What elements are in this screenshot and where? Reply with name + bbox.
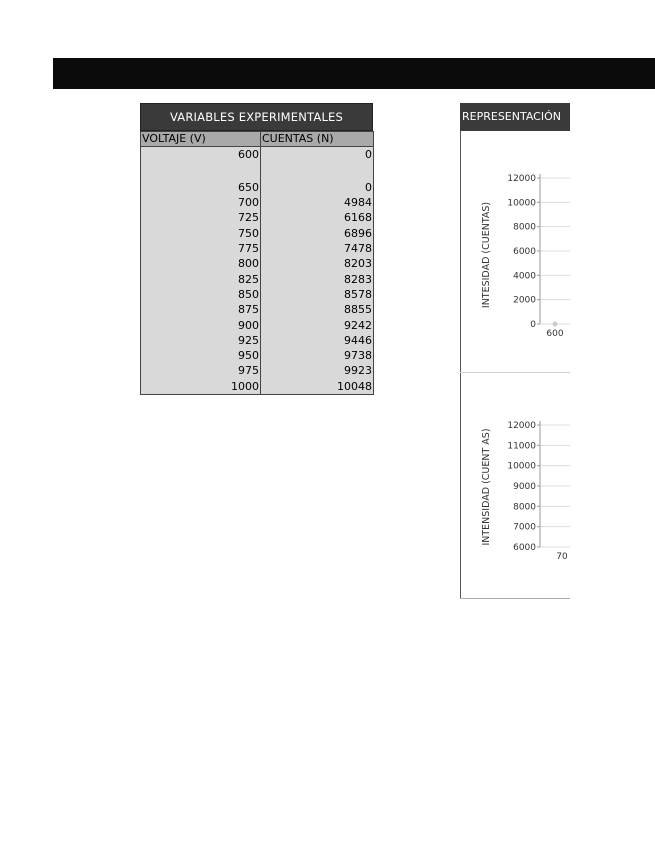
table-row <box>141 333 374 348</box>
voltage-cell: 600 <box>141 147 261 172</box>
top-chart-y-tick-label: 6000 <box>513 247 536 257</box>
top-chart-y-tick-label: 8000 <box>513 222 536 233</box>
counts-cell: 8203 <box>261 256 374 271</box>
counts-cell: 8283 <box>261 271 374 286</box>
top-chart-y-tick-label: 2000 <box>513 295 536 306</box>
top-chart-y-tick-label: 10000 <box>507 198 536 209</box>
top-chart-y-tick-label: 4000 <box>513 271 536 282</box>
counts-cell: 7478 <box>261 241 374 256</box>
bottom-chart-y-tick-label: 8000 <box>513 502 536 513</box>
table-row <box>141 317 374 332</box>
voltage-cell: 700 <box>141 195 261 210</box>
voltage-cell: 975 <box>141 363 261 378</box>
voltage-cell: 850 <box>141 287 261 302</box>
counts-cell: 9242 <box>261 317 374 332</box>
representation-panel <box>460 103 570 599</box>
experimental-variables-table <box>140 103 373 395</box>
counts-cell: 10048 <box>261 379 374 395</box>
table-row <box>141 147 374 172</box>
counts-cell: 9923 <box>261 363 374 378</box>
top-header-bar <box>53 58 655 89</box>
voltage-cell: 875 <box>141 302 261 317</box>
chart-svg <box>460 103 570 599</box>
table-row <box>141 226 374 241</box>
table-row <box>141 379 374 395</box>
counts-cell: 8578 <box>261 287 374 302</box>
top-chart-y-tick-label: 12000 <box>507 174 536 184</box>
table-row <box>141 363 374 378</box>
voltage-cell: 650 <box>141 171 261 195</box>
counts-cell: 9738 <box>261 348 374 363</box>
counts-cell: 0 <box>261 171 374 195</box>
top-chart-y-tick-label: 0 <box>530 320 536 330</box>
bottom-chart-y-tick-label: 9000 <box>513 482 536 492</box>
top-chart-data-point <box>553 322 558 327</box>
bottom-chart-y-tick-label: 12000 <box>507 421 536 431</box>
table-row <box>141 256 374 271</box>
bottom-chart-y-axis-title: INTENSIDAD (CUENT AS) <box>481 428 492 546</box>
counts-cell: 6168 <box>261 210 374 225</box>
table-row <box>141 302 374 317</box>
table-row <box>141 348 374 363</box>
counts-cell: 9446 <box>261 333 374 348</box>
counts-cell: 0 <box>261 147 374 172</box>
top-chart-y-axis-title: INTESIDAD (CUENTAS) <box>481 201 492 309</box>
table-row <box>141 195 374 210</box>
panel-title: REPRESENTACIÓN <box>460 103 570 131</box>
voltage-cell: 900 <box>141 317 261 332</box>
column-header-counts: CUENTAS (N) <box>261 132 374 147</box>
voltage-cell: 800 <box>141 256 261 271</box>
bottom-chart-x-tick-label: 70 <box>556 552 568 562</box>
bottom-chart-y-tick-label: 7000 <box>513 522 536 533</box>
bottom-chart-y-tick-label: 11000 <box>507 441 536 452</box>
column-header-voltage: VOLTAJE (V) <box>141 132 261 147</box>
bottom-chart-y-tick-label: 10000 <box>507 461 536 472</box>
top-chart-x-tick-label: 600 <box>546 329 564 339</box>
counts-cell: 4984 <box>261 195 374 210</box>
table-row <box>141 271 374 286</box>
voltage-cell: 950 <box>141 348 261 363</box>
table-row <box>141 241 374 256</box>
voltage-cell: 1000 <box>141 379 261 395</box>
voltage-cell: 775 <box>141 241 261 256</box>
bottom-chart-y-tick-label: 6000 <box>513 543 536 553</box>
counts-cell: 8855 <box>261 302 374 317</box>
table-row <box>141 287 374 302</box>
counts-cell: 6896 <box>261 226 374 241</box>
voltage-cell: 825 <box>141 271 261 286</box>
table-row <box>141 210 374 225</box>
table-title: VARIABLES EXPERIMENTALES <box>140 103 373 131</box>
voltage-cell: 750 <box>141 226 261 241</box>
voltage-cell: 725 <box>141 210 261 225</box>
data-table <box>140 131 374 395</box>
table-row <box>141 171 374 195</box>
voltage-cell: 925 <box>141 333 261 348</box>
